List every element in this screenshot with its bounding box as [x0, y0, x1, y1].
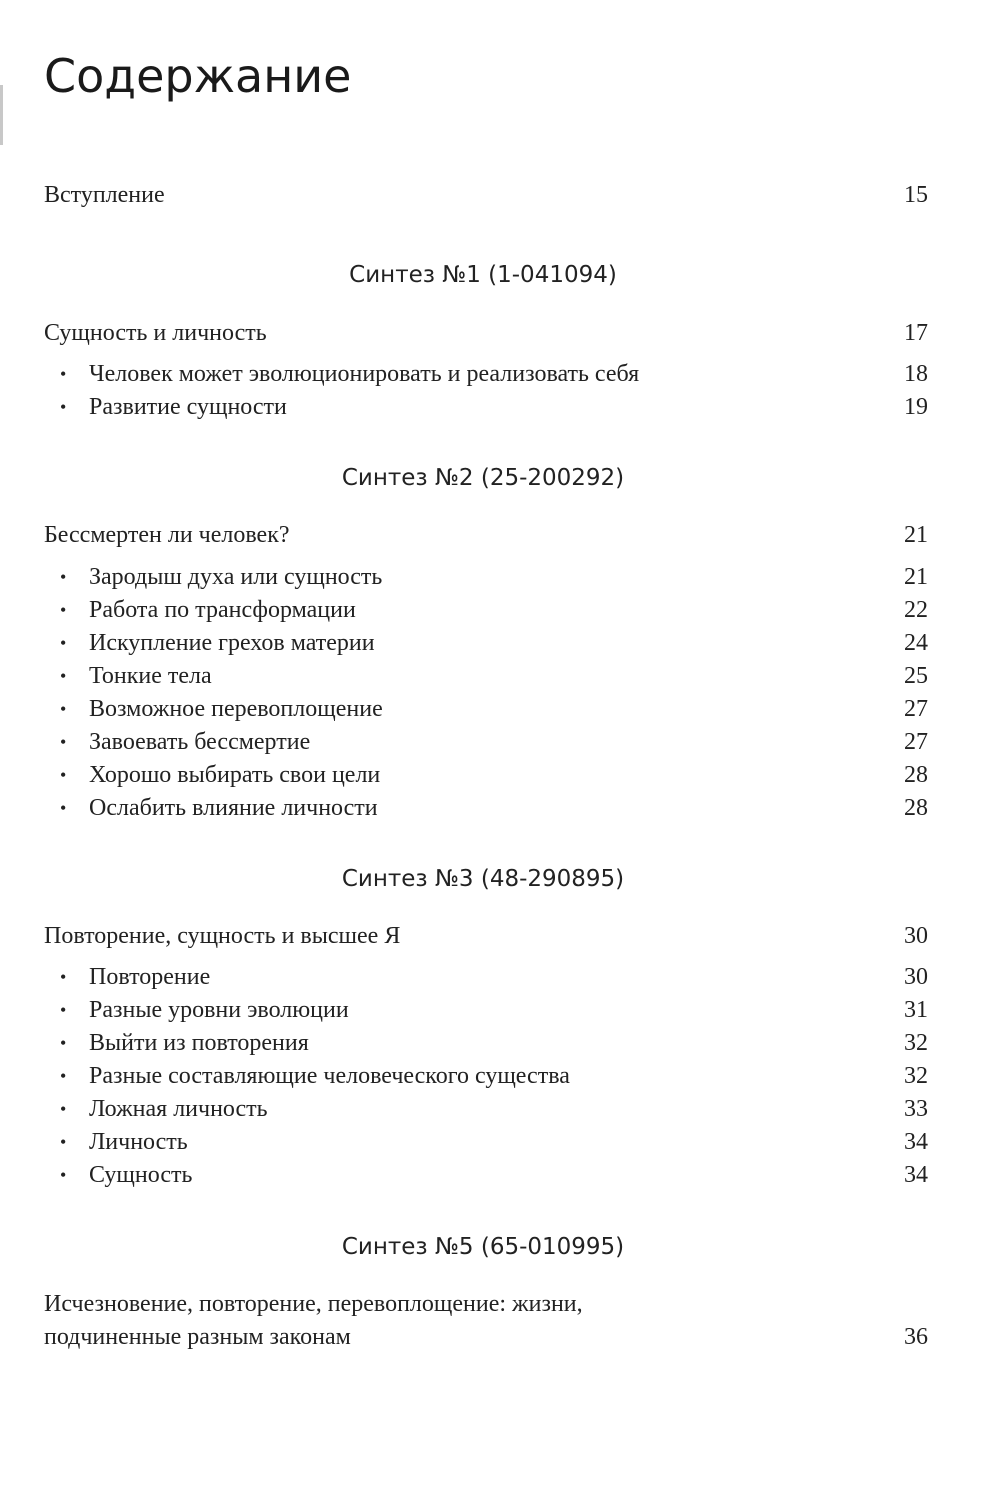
bullet-icon: •: [60, 600, 67, 620]
page-edge-mark: [0, 85, 3, 145]
toc-page-number: 27: [904, 729, 928, 755]
toc-sub-item-label: Тонкие тела: [89, 663, 212, 689]
bullet-icon: •: [60, 567, 67, 587]
toc-sub-item-label: Повторение: [89, 964, 211, 990]
toc-page-number: 19: [904, 394, 928, 420]
toc-page-number: 28: [904, 762, 928, 788]
toc-sub-item-label: Разные уровни эволюции: [89, 997, 349, 1023]
bullet-icon: •: [60, 666, 67, 686]
bullet-icon: •: [60, 699, 67, 719]
toc-page-number: 34: [904, 1162, 928, 1188]
bullet-icon: •: [60, 1000, 67, 1020]
section-heading-synthesis-1: Синтез №1 (1-041094): [349, 262, 617, 288]
bullet-icon: •: [60, 1165, 67, 1185]
toc-page-number: 15: [904, 182, 928, 208]
section-heading-synthesis-2: Синтез №2 (25-200292): [341, 465, 625, 491]
bullet-icon: •: [60, 967, 67, 987]
toc-entry-label: Сущность и личность: [44, 320, 267, 346]
toc-page-number: 27: [904, 696, 928, 722]
bullet-icon: •: [60, 732, 67, 752]
toc-page-number: 24: [904, 630, 928, 656]
toc-entry-label: Исчезновение, повторение, перевоплощение: жизни, подчиненные разным законам: [44, 1291, 583, 1350]
toc-page-number: 30: [904, 923, 928, 949]
bullet-icon: •: [60, 798, 67, 818]
page-title: Содержание: [44, 49, 352, 103]
toc-sub-item-label: Ослабить влияние личности: [89, 795, 378, 821]
section-heading-synthesis-3: Синтез №3 (48-290895): [341, 866, 625, 892]
toc-entry-label: Бессмертен ли человек?: [44, 522, 290, 548]
toc-sub-item-label: Завоевать бессмертие: [89, 729, 311, 755]
bullet-icon: •: [60, 1099, 67, 1119]
toc-entry-label: Вступление: [44, 182, 165, 208]
toc-sub-item-label: Развитие сущности: [89, 394, 287, 420]
toc-page-number: 25: [904, 663, 928, 689]
section-heading-synthesis-5: Синтез №5 (65-010995): [341, 1234, 625, 1260]
toc-sub-item-label: Разные составляющие человеческого существа: [89, 1063, 570, 1089]
toc-page-number: 34: [904, 1129, 928, 1155]
toc-sub-item-label: Хорошо выбирать свои цели: [89, 762, 381, 788]
toc-page-number: 21: [904, 564, 928, 590]
bullet-icon: •: [60, 1132, 67, 1152]
bullet-icon: •: [60, 633, 67, 653]
bullet-icon: •: [60, 765, 67, 785]
toc-sub-item-label: Искупление грехов материи: [89, 630, 375, 656]
toc-sub-item-label: Возможное перевоплощение: [89, 696, 383, 722]
bullet-icon: •: [60, 397, 67, 417]
toc-page-number: 36: [904, 1324, 928, 1350]
bullet-icon: •: [60, 364, 67, 384]
toc-sub-item-label: Выйти из повторения: [89, 1030, 309, 1056]
bullet-icon: •: [60, 1066, 67, 1086]
toc-page-number: 32: [904, 1063, 928, 1089]
toc-page-number: 21: [904, 522, 928, 548]
toc-page-number: 18: [904, 361, 928, 387]
toc-sub-item-label: Сущность: [89, 1162, 193, 1188]
toc-sub-item-label: Человек может эволюционировать и реализовать себя: [89, 361, 640, 387]
toc-sub-item-label: Работа по трансформации: [89, 597, 356, 623]
toc-page-number: 30: [904, 964, 928, 990]
toc-page-number: 32: [904, 1030, 928, 1056]
toc-page-number: 22: [904, 597, 928, 623]
toc-page-number: 31: [904, 997, 928, 1023]
toc-page-number: 28: [904, 795, 928, 821]
toc-sub-item-label: Личность: [89, 1129, 188, 1155]
toc-entry-label: Повторение, сущность и высшее Я: [44, 923, 401, 949]
toc-sub-item-label: Зародыш духа или сущность: [89, 564, 383, 590]
toc-page-number: 33: [904, 1096, 928, 1122]
bullet-icon: •: [60, 1033, 67, 1053]
toc-page-number: 17: [904, 320, 928, 346]
toc-sub-item-label: Ложная личность: [89, 1096, 268, 1122]
